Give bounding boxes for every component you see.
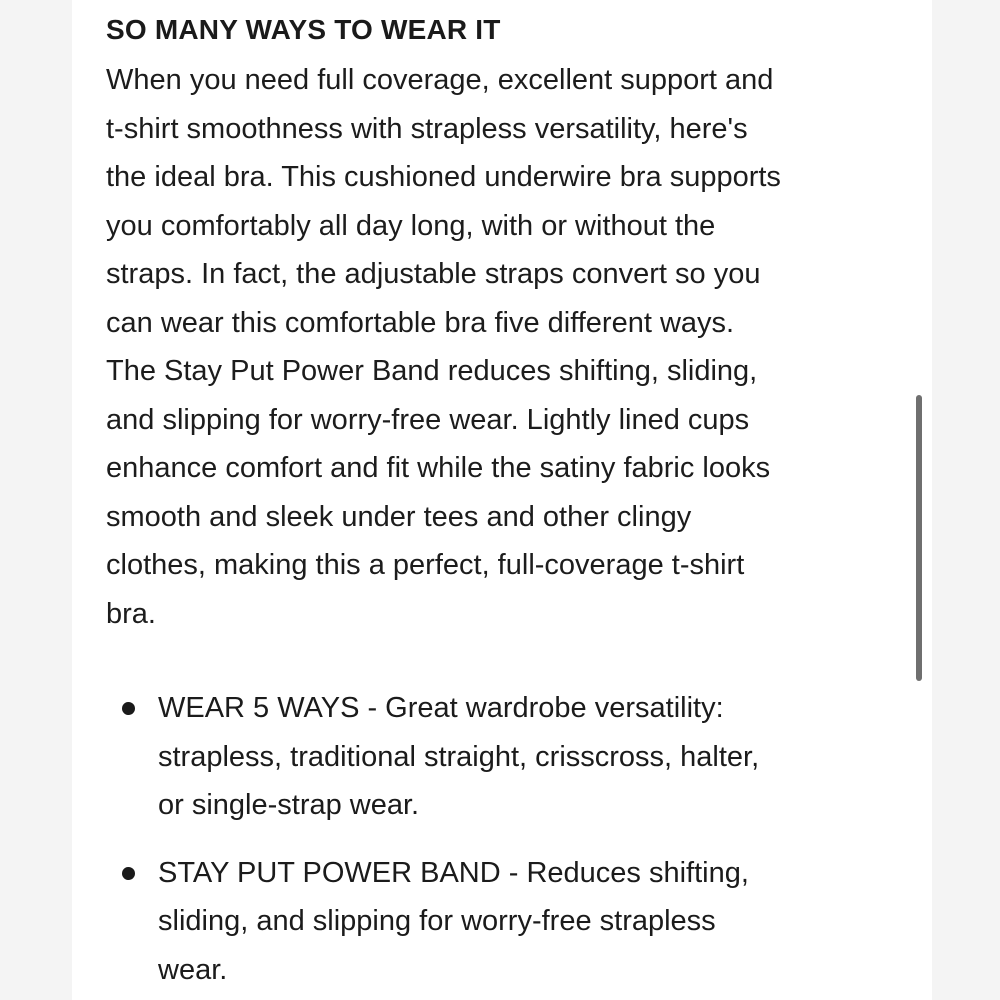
bullet-icon: [122, 702, 135, 715]
paragraph-line: straps. In fact, the adjustable straps convert so you: [106, 258, 761, 290]
feature-line: STAY PUT POWER BAND - Reduces shifting,: [158, 856, 749, 889]
feature-list-item: [106, 684, 906, 830]
feature-list: [106, 684, 906, 994]
paragraph-line: The Stay Put Power Band reduces shifting, sliding,: [106, 355, 758, 387]
feature-line: strapless, traditional straight, crisscross, halter,: [158, 740, 760, 773]
paragraph-line: enhance comfort and fit while the satiny fabric looks: [106, 452, 771, 484]
paragraph-line: can wear this comfortable bra five different ways.: [106, 306, 735, 339]
paragraph-line: smooth and sleek under tees and other clingy: [106, 500, 692, 533]
description-section: [106, 10, 906, 994]
paragraph-line: When you need full coverage, excellent support and: [106, 64, 774, 96]
feature-line: WEAR 5 WAYS - Great wardrobe versatility:: [158, 692, 724, 724]
feature-list-item: [106, 849, 906, 995]
description-paragraph: [106, 56, 906, 638]
paragraph-line: and slipping for worry-free wear. Lightly lined cups: [106, 403, 750, 436]
feature-line: or single-strap wear.: [158, 789, 420, 821]
paragraph-line: you comfortably all day long, with or without the: [106, 209, 716, 242]
paragraph-line: clothes, making this a perfect, full-coverage t-shirt: [106, 549, 745, 581]
section-heading: SO MANY WAYS TO WEAR IT: [106, 14, 501, 45]
bullet-icon: [122, 867, 135, 880]
paragraph-line: t-shirt smoothness with strapless versatility, here's: [106, 112, 748, 145]
product-description-page: [72, 0, 932, 1000]
feature-line: wear.: [158, 953, 228, 986]
feature-line: sliding, and slipping for worry-free strapless: [158, 905, 716, 937]
paragraph-line: the ideal bra. This cushioned underwire bra supports: [106, 161, 781, 193]
vertical-scrollbar[interactable]: [916, 395, 922, 681]
paragraph-line: bra.: [106, 597, 156, 630]
